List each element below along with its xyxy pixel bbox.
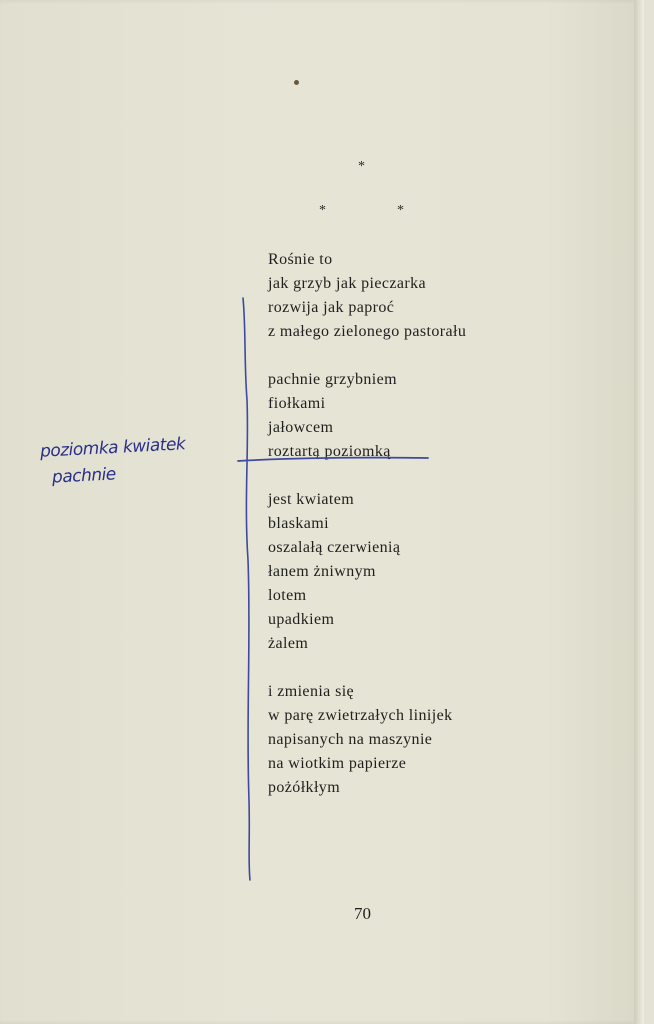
- poem-line: łanem żniwnym: [268, 563, 376, 580]
- poem-line: roztartą poziomką: [268, 443, 391, 460]
- poem-line: z małego zielonego pastorału: [268, 323, 467, 340]
- handwritten-note-line: pachnie: [51, 464, 117, 488]
- poem-line: Rośnie to: [268, 251, 333, 268]
- poem-line: jak grzyb jak pieczarka: [268, 275, 427, 292]
- poem-line: jałowcem: [268, 419, 334, 436]
- poem-line: upadkiem: [268, 611, 335, 628]
- poem-line: oszalałą czerwienią: [268, 539, 401, 556]
- poem-line: na wiotkim papierze: [268, 755, 407, 772]
- separator-star: *: [397, 203, 404, 218]
- poem-line: napisanych na maszynie: [268, 731, 433, 748]
- separator-star: *: [358, 159, 365, 174]
- poem-line: pożółkłym: [268, 779, 341, 796]
- poem-line: i zmienia się: [268, 683, 355, 700]
- poem-line: rozwija jak paproć: [268, 299, 395, 316]
- poem-line: fiołkami: [268, 395, 326, 412]
- page-number: 70: [354, 904, 371, 923]
- poem-line: blaskami: [268, 515, 329, 532]
- separator-star: *: [319, 203, 326, 218]
- poem-line: w parę zwietrzałych linijek: [268, 707, 453, 724]
- underline-stroke: [238, 458, 428, 461]
- poem-line: jest kwiatem: [268, 491, 355, 508]
- margin-vertical-line: [243, 298, 250, 880]
- poem-line: pachnie grzybniem: [268, 371, 397, 388]
- poem-line: lotem: [268, 587, 307, 604]
- handwritten-note-line: poziomka kwiatek: [39, 434, 186, 462]
- poem-line: żalem: [268, 635, 309, 652]
